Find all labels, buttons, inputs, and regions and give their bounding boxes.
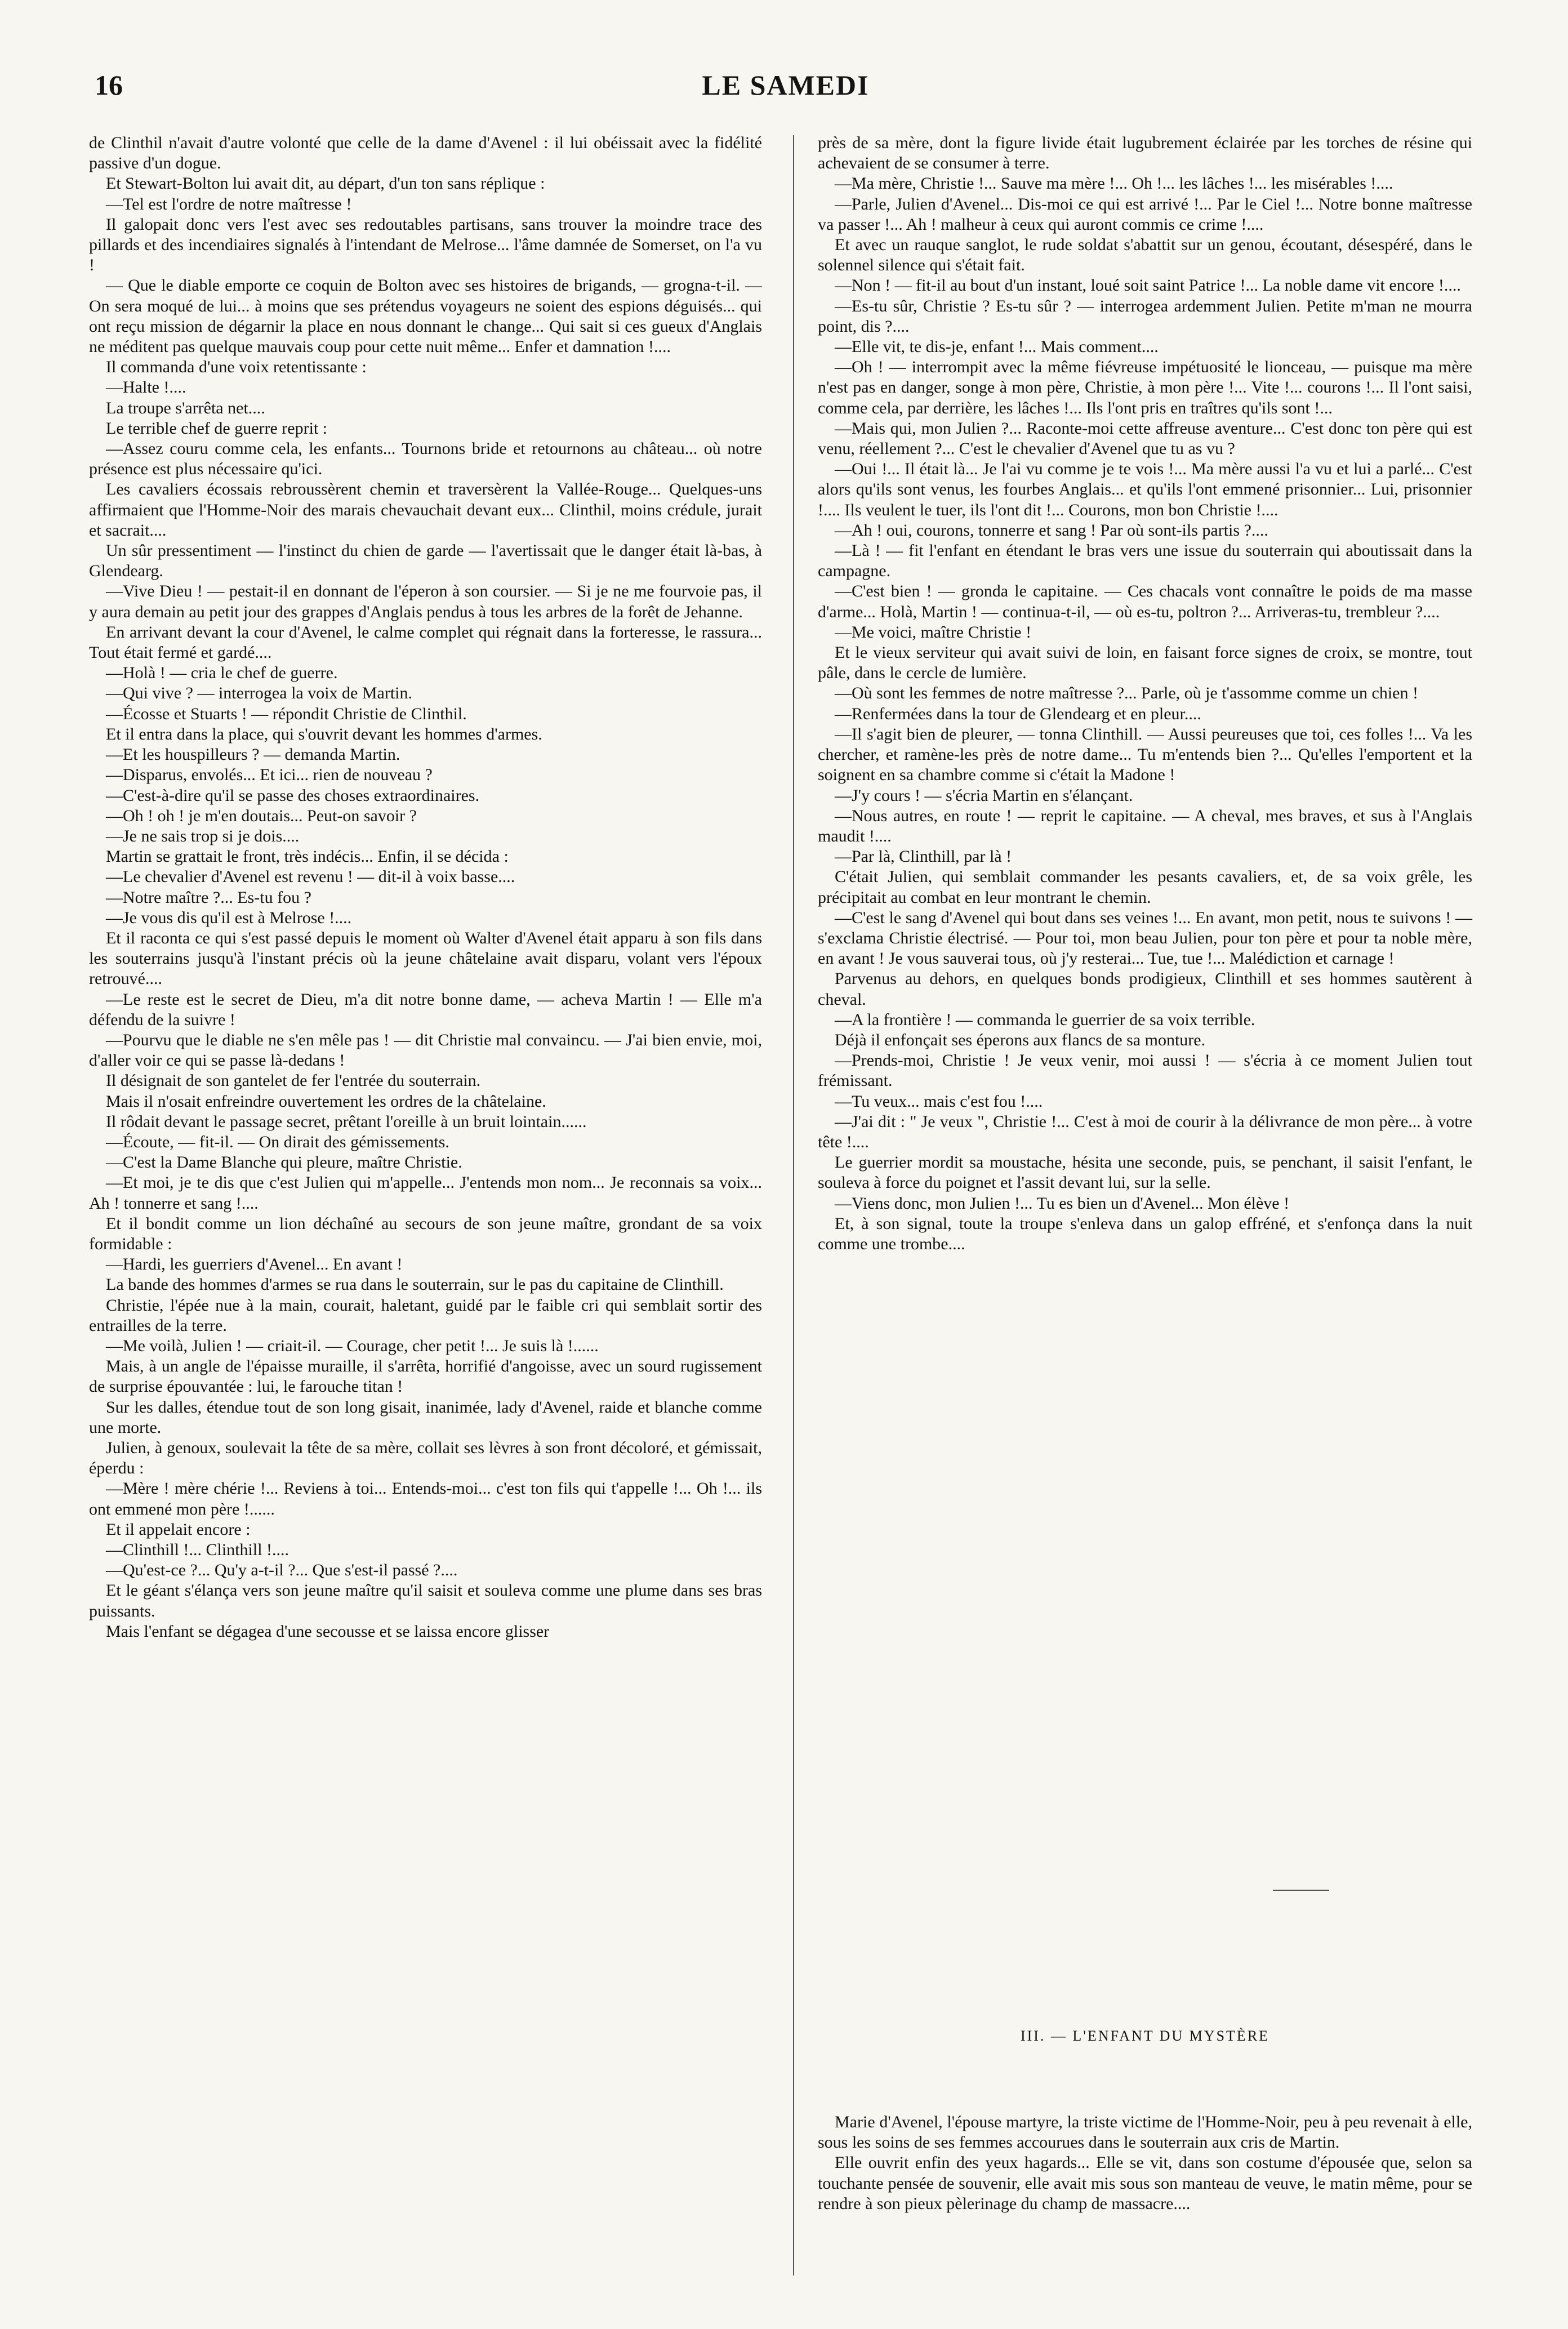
paragraph: Julien, à genoux, soulevait la tête de sa mère, collait ses lèvres à son front décoloré, et gémissait, éperdu : [89,1439,762,1478]
chapter-heading: III. — L'ENFANT DU MYSTÈRE [1020,2028,1270,2044]
paragraph: —Écosse et Stuarts ! — répondit Christie de Clinthil. [106,704,467,723]
paragraph: C'était Julien, qui semblait commander les pesants cavaliers, et, de sa voix grêle, les précipitait au combat en leur montrant le chemin. [818,867,1472,907]
paragraph: —Halte !.... [106,378,186,397]
paragraph: Et il appelait encore : [106,1520,251,1539]
paragraph: —Tel est l'ordre de notre maîtresse ! [106,194,352,213]
paragraph: de Clinthil n'avait d'autre volonté que celle de la dame d'Avenel : il lui obéissait avec la fidélité passive d'un dogue. [89,133,762,173]
paragraph: Elle ouvrit enfin des yeux hagards... Elle se vit, dans son costume d'épousée que, selon sa touchante pensée de souvenir, elle avait mis sous son manteau de veuve, le matin même, pour se rendre à son pieux pèlerinage du champ de massacre.... [818,2153,1472,2213]
paragraph: —Et les houspilleurs ? — demanda Martin. [106,745,400,764]
paragraph: —C'est la Dame Blanche qui pleure, maître Christie. [106,1153,462,1172]
paragraph: —Non ! — fit-il au bout d'un instant, loué soit saint Patrice !... La noble dame vit encore !.... [835,276,1461,295]
paragraph: —Où sont les femmes de notre maîtresse ?... Parle, où je t'assomme comme un chien ! [835,684,1418,703]
paragraph: Mais, à un angle de l'épaisse muraille, il s'arrêta, horrifié d'angoisse, avec un sourd rugissement de surprise épouvantée : lui, le farouche titan ! [89,1357,762,1396]
paragraph: Mais il n'osait enfreindre ouvertement les ordres de la châtelaine. [106,1092,546,1111]
paragraph: —Écoute, — fit-il. — On dirait des gémissements. [106,1132,449,1151]
paragraph: Mais l'enfant se dégagea d'une secousse et se laissa encore glisser [106,1622,550,1641]
paragraph: —Notre maître ?... Es-tu fou ? [106,888,311,907]
section-divider [1273,1890,1329,1891]
paragraph: Il désignait de son gantelet de fer l'entrée du souterrain. [106,1071,481,1090]
paragraph: Il rôdait devant le passage secret, prêtant l'oreille à un bruit lointain...... [106,1112,587,1131]
paragraph: Christie, l'épée nue à la main, courait, haletant, guidé par le faible cri qui semblait sortir des entrailles de la terre. [89,1295,762,1335]
paragraph: —Oui !... Il était là... Je l'ai vu comme je te vois !... Ma mère aussi l'a vu et lui a parlé... C'est alors qu'ils sont venus, les fourbes Anglais... et qu'ils l'ont emmené prisonnier... Lui, prisonnier !.... Ils veulent le tuer, ils l'ont dit !... Courons, mon bon Christie !.... [818,460,1472,519]
page-number: 16 [95,69,123,101]
paragraph: —Tu veux... mais c'est fou !.... [835,1092,1043,1111]
column-rule [793,135,795,2275]
paragraph: Et le vieux serviteur qui avait suivi de loin, en faisant force signes de croix, se montre, tout pâle, dans le cercle de lumière. [818,643,1472,683]
paragraph: —Il s'agit bien de pleurer, — tonna Clinthill. — Aussi peureuses que toi, ces folles !... Va les chercher, et ramène-les près de notre dame... Tu m'entends bien ?... Qu'elles l'emportent et la soignent en sa chambre comme si c'était la Madone ! [818,724,1472,785]
paragraph: Il commanda d'une voix retentissante : [106,358,367,377]
paragraph: —J'ai dit : " Je veux ", Christie !... C'est à moi de courir à la délivrance de mon père... à votre tête !.... [818,1112,1472,1151]
paragraph: Les cavaliers écossais rebroussèrent chemin et traversèrent la Vallée-Rouge... Quelques-uns affirmaient que l'Homme-Noir des marais chevauchait devant eux... Clinthil, moins crédule, jurait et sacrait.... [89,480,762,540]
paragraph: —Ah ! oui, courons, tonnerre et sang ! Par où sont-ils partis ?.... [835,520,1268,540]
paragraph: —Qu'est-ce ?... Qu'y a-t-il ?... Que s'est-il passé ?.... [106,1561,458,1580]
paragraph: —Hardi, les guerriers d'Avenel... En avant ! [106,1255,403,1274]
paragraph: Déjà il enfonçait ses éperons aux flancs de sa monture. [835,1030,1206,1049]
paragraph: —Prends-moi, Christie ! Je veux venir, moi aussi ! — s'écria à ce moment Julien tout frémissant. [818,1051,1472,1090]
paragraph: —Clinthill !... Clinthill !.... [106,1540,289,1560]
paragraph: —Le chevalier d'Avenel est revenu ! — dit-il à voix basse.... [106,867,515,887]
paragraph: Et le géant s'élança vers son jeune maître qu'il saisit et souleva comme une plume dans ses bras puissants. [89,1581,762,1620]
paragraph: —Parle, Julien d'Avenel... Dis-moi ce qui est arrivé !... Par le Ciel !... Notre bonne maîtresse va passer !... Ah ! malheur à ceux qui auront commis ce crime !.... [818,194,1472,234]
paragraph: —Me voilà, Julien ! — criait-il. — Courage, cher petit !... Je suis là !...... [106,1336,599,1355]
paragraph: Le guerrier mordit sa moustache, hésita une seconde, puis, se penchant, il saisit l'enfant, le souleva à force du poignet et l'assit devant lui, sur la selle. [818,1153,1472,1192]
paragraph: —Je ne sais trop si je dois.... [106,826,300,845]
paragraph: —Holà ! — cria le chef de guerre. [106,663,338,683]
paragraph: Et Stewart-Bolton lui avait dit, au départ, d'un ton sans réplique : [106,174,545,193]
paragraph: —Et moi, je te dis que c'est Julien qui m'appelle... J'entends mon nom... Je reconnais sa voix... Ah ! tonnerre et sang !.... [89,1173,762,1213]
paragraph: —C'est le sang d'Avenel qui bout dans ses veines !... En avant, mon petit, nous te suivons ! — s'exclama Christie électrisé. — Pour toi, mon beau Julien, pour ton père et pour ta noble mère, en avant ! Je vous sauverai tous, où j'y resterai... Tue, tue !... Malédiction et carnage ! [818,908,1472,968]
paragraph: La bande des hommes d'armes se rua dans le souterrain, sur le pas du capitaine de Clinthill. [106,1275,724,1294]
paragraph: —Nous autres, en route ! — reprit le capitaine. — A cheval, mes braves, et sus à l'Anglais maudit !.... [818,806,1472,845]
paragraph: Et, à son signal, toute la troupe s'enleva dans un galop effréné, et s'enfonça dans la nuit comme une trombe.... [818,1214,1472,1253]
paragraph: Le terrible chef de guerre reprit : [106,418,328,438]
paragraph: près de sa mère, dont la figure livide était lugubrement éclairée par les torches de résine qui achevaient de se consumer à terre. [818,133,1472,173]
paragraph: —Oh ! — interrompit avec la même fiévreuse impétuosité le lionceau, — puisque ma mère n'est pas en danger, songe à mon père, Christie, à mon père !... Vite !... courons !... Il l'ont saisi, comme cela, par derrière, les lâches !... Ils l'ont pris en traîtres qu'ils sont !... [818,358,1472,417]
paragraph: —Mais qui, mon Julien ?... Raconte-moi cette affreuse aventure... C'est donc ton père qui est venu, réellement ?... C'est le chevalier d'Avenel que tu as vu ? [818,418,1472,458]
paragraph: —Oh ! oh ! je m'en doutais... Peut-on savoir ? [106,806,417,825]
paragraph: —Ma mère, Christie !... Sauve ma mère !... Oh !... les lâches !... les misérables !.... [835,174,1393,193]
chapter-text [818,2112,1472,2214]
paragraph: Et il entra dans la place, qui s'ouvrit devant les hommes d'armes. [106,724,542,743]
paragraph: —C'est-à-dire qu'il se passe des choses extraordinaires. [106,786,480,805]
paragraph: Parvenus au dehors, en quelques bonds prodigieux, Clinthill et ses hommes sautèrent à cheval. [818,969,1472,1009]
paragraph: —Mère ! mère chérie !... Reviens à toi... Entends-moi... c'est ton fils qui t'appelle !... Oh !... ils ont emmené mon père !...... [89,1479,762,1518]
paragraph: Et il raconta ce qui s'est passé depuis le moment où Walter d'Avenel était apparu à son fils dans les souterrains jusqu'à l'instant précis où la jeune châtelaine avait disparu, volant vers l'époux retrouvé.... [89,928,762,988]
paragraph: Il galopait donc vers l'est avec ses redoutables partisans, sans trouver la moindre trace des pillards et des incendiaires signalés à l'intendant de Melrose... l'âme damnée de Somerset, on l'a vu ! [89,215,762,275]
paragraph: Et avec un rauque sanglot, le rude soldat s'abattit sur un genou, écoutant, désespéré, dans le solennel silence qui s'était fait. [818,235,1472,275]
paragraph: —J'y cours ! — s'écria Martin en s'élançant. [835,786,1133,805]
paragraph: —Es-tu sûr, Christie ? Es-tu sûr ? — interrogea ardemment Julien. Petite m'man ne mourra point, dis ?.... [818,296,1472,336]
journal-title: LE SAMEDI [702,69,870,101]
paragraph: —Pourvu que le diable ne s'en mêle pas ! — dit Christie mal convaincu. — J'ai bien envie, moi, d'aller voir ce qui se passe là-dedans ! [89,1030,762,1070]
paragraph: —Par là, Clinthill, par là ! [835,847,1012,866]
paragraph: —Je vous dis qu'il est à Melrose !.... [106,908,352,927]
paragraph: —Assez couru comme cela, les enfants... Tournons bride et retournons au château... où notre présence est plus nécessaire qu'ici. [89,439,762,479]
paragraph: —Viens donc, mon Julien !... Tu es bien un d'Avenel... Mon élève ! [835,1194,1290,1213]
paragraph: En arrivant devant la cour d'Avenel, le calme complet qui régnait dans la forteresse, le rassura... Tout était fermé et gardé.... [89,622,762,662]
paragraph: Martin se grattait le front, très indécis... Enfin, il se décida : [106,847,509,866]
paragraph: —Vive Dieu ! — pestait-il en donnant de l'éperon à son coursier. — Si je ne me fourvoie pas, il y aura demain au petit jour des grappes d'Anglais pendus à tous les arbres de la forêt de Jehanne. [89,582,762,621]
paragraph: La troupe s'arrêta net.... [106,398,265,417]
paragraph: —A la frontière ! — commanda le guerrier de sa voix terrible. [835,1010,1255,1029]
paragraph: Et il bondit comme un lion déchaîné au secours de son jeune maître, grondant de sa voix formidable : [89,1214,762,1253]
paragraph: —Le reste est le secret de Dieu, m'a dit notre bonne dame, — acheva Martin ! — Elle m'a défendu de la suivre ! [89,990,762,1029]
paragraph: —Elle vit, te dis-je, enfant !... Mais comment.... [835,337,1159,357]
paragraph: Un sûr pressentiment — l'instinct du chien de garde — l'avertissait que le danger était là-bas, à Glendearg. [89,541,762,581]
paragraph: — Que le diable emporte ce coquin de Bolton avec ses histoires de brigands, — grogna-t-il. — On sera moqué de lui... à moins que ses prétendus voyageurs ne soient des espions déguisés... qui ont reçu mission de dégarnir la place en nous donnant le change... Qui sait si ces gueux d'Anglais ne méditent pas quelque mauvais coup pour cette nuit même... Enfer et damnation !.... [89,276,762,357]
paragraph: —Là ! — fit l'enfant en étendant le bras vers une issue du souterrain qui aboutissait dans la campagne. [818,541,1472,581]
paragraph: Sur les dalles, étendue tout de son long gisait, inanimée, lady d'Avenel, raide et blanche comme une morte. [89,1397,762,1437]
page-header [84,69,1487,103]
right-column [818,133,1472,1254]
paragraph: —Me voici, maître Christie ! [835,622,1032,642]
paragraph: —Disparus, envolés... Et ici... rien de nouveau ? [106,765,433,785]
paragraph: —Renfermées dans la tour de Glendearg et en pleur.... [835,704,1201,723]
paragraph: —Qui vive ? — interrogea la voix de Martin. [106,684,413,703]
left-column [89,133,762,1642]
paragraph: Marie d'Avenel, l'épouse martyre, la triste victime de l'Homme-Noir, peu à peu revenait à elle, sous les soins de ses femmes accourues dans le souterrain aux cris de Martin. [818,2113,1472,2152]
paragraph: —C'est bien ! — gronda le capitaine. — Ces chacals vont connaître le poids de ma masse d'arme... Holà, Martin ! — continua-t-il, — où es-tu, poltron ?... Arriveras-tu, trembleur ?.... [818,582,1472,621]
